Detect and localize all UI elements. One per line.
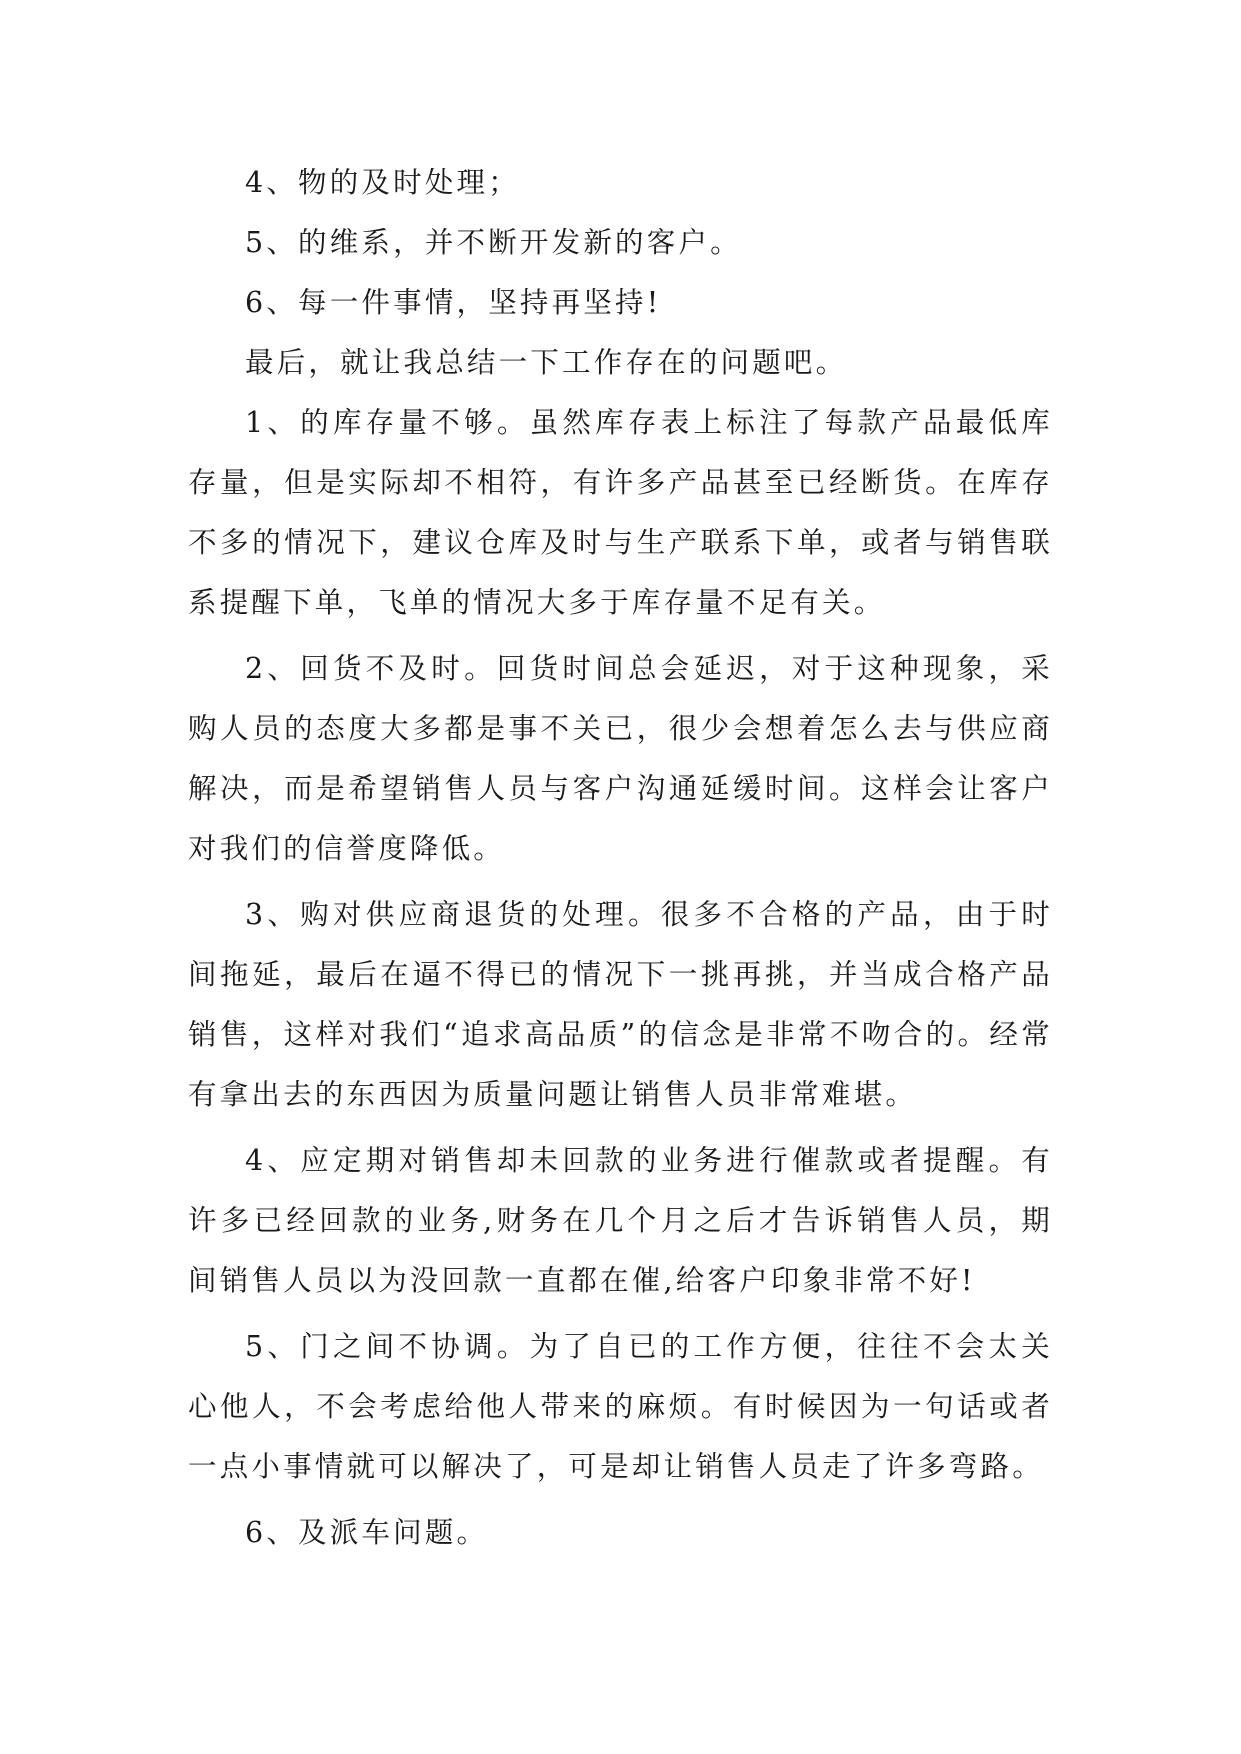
paragraph-problem-2: 2、回货不及时。回货时间总会延迟，对于这种现象，采购人员的态度大多都是事不关已，很少会想着怎么去与供应商解决，而是希望销售人员与客户沟通延缓时间。这样会让客户对我们的信誉度降低。 [188, 652, 1053, 865]
paragraph-problem-4: 4、应定期对销售却未回款的业务进行催款或者提醒。有许多已经回款的业务,财务在几个月之后才告诉销售人员，期间销售人员以为没回款一直都在催,给客户印象非常不好! [188, 1144, 1053, 1297]
paragraph-item-5: 5、的维系，并不断开发新的客户。 [245, 226, 742, 259]
paragraph-item-6: 6、每一件事情，坚持再坚持! [245, 286, 662, 319]
document-body [188, 153, 1053, 1563]
paragraph-problem-1: 1、的库存量不够。虽然库存表上标注了每款产品最低库存量，但是实际却不相符，有许多产品甚至已经断货。在库存不多的情况下，建议仓库及时与生产联系下单，或者与销售联系提醒下单，飞单的情况大多于库存量不足有关。 [188, 406, 1053, 619]
paragraph-summary-intro: 最后，就让我总结一下工作存在的问题吧。 [245, 346, 848, 379]
paragraph-problem-6: 6、及派车问题。 [245, 1516, 489, 1549]
paragraph-item-4: 4、物的及时处理； [245, 166, 520, 199]
paragraph-problem-5: 5、门之间不协调。为了自已的工作方便，往往不会太关心他人，不会考虑给他人带来的麻烦。有时候因为一句话或者一点小事情就可以解决了，可是却让销售人员走了许多弯路。 [188, 1330, 1053, 1483]
paragraph-problem-3: 3、购对供应商退货的处理。很多不合格的产品，由于时间拖延，最后在逼不得已的情况下一挑再挑，并当成合格产品销售，这样对我们“追求高品质”的信念是非常不吻合的。经常有拿出去的东西因为质量问题让销售人员非常难堪。 [188, 898, 1053, 1111]
